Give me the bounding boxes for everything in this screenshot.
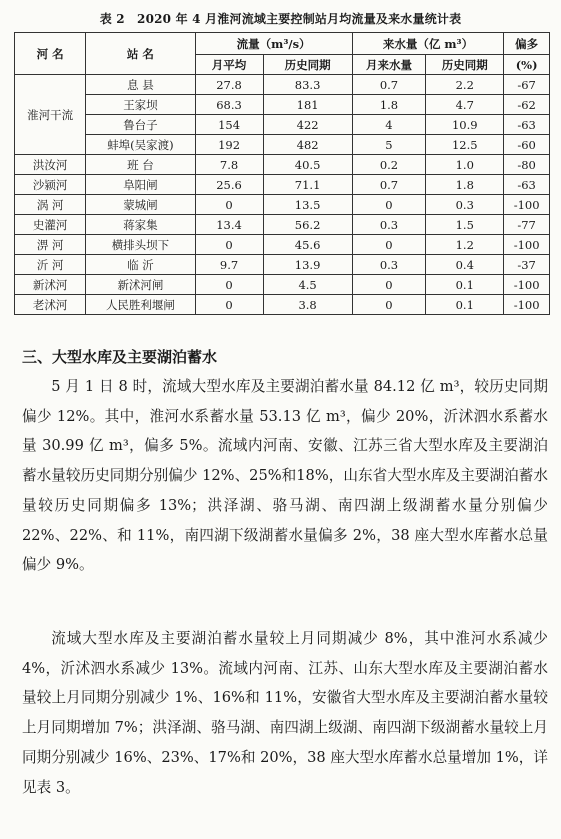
header-historical-flow: 历史同期	[263, 55, 352, 75]
header-inflow-group: 来水量（亿 m³）	[352, 33, 504, 55]
deviation-cell: -100	[504, 295, 550, 315]
flow-hist-cell: 56.2	[263, 215, 352, 235]
river-cell: 老沭河	[15, 295, 86, 315]
header-historical-inflow: 历史同期	[426, 55, 504, 75]
inflow-cell: 0	[352, 235, 426, 255]
station-cell: 阜阳闸	[86, 175, 195, 195]
flow-hist-cell: 3.8	[263, 295, 352, 315]
inflow-hist-cell: 0.4	[426, 255, 504, 275]
table-row	[15, 235, 550, 255]
inflow-hist-cell: 0.3	[426, 195, 504, 215]
station-cell: 蒋家集	[86, 215, 195, 235]
station-cell: 蒙城闸	[86, 195, 195, 215]
table-row	[15, 155, 550, 175]
flow-hist-cell: 422	[263, 115, 352, 135]
flow-hist-cell: 13.9	[263, 255, 352, 275]
flow-statistics-table	[14, 32, 550, 315]
flow-cell: 9.7	[195, 255, 263, 275]
header-monthly-inflow: 月来水量	[352, 55, 426, 75]
inflow-hist-cell: 0.1	[426, 295, 504, 315]
table-row	[15, 295, 550, 315]
inflow-hist-cell: 1.0	[426, 155, 504, 175]
river-cell: 沂 河	[15, 255, 86, 275]
flow-hist-cell: 45.6	[263, 235, 352, 255]
flow-cell: 0	[195, 235, 263, 255]
inflow-hist-cell: 10.9	[426, 115, 504, 135]
inflow-hist-cell: 1.8	[426, 175, 504, 195]
river-cell: 淠 河	[15, 235, 86, 255]
inflow-hist-cell: 12.5	[426, 135, 504, 155]
inflow-cell: 0.3	[352, 215, 426, 235]
inflow-cell: 0	[352, 275, 426, 295]
inflow-hist-cell: 1.5	[426, 215, 504, 235]
paragraph: 5 月 1 日 8 时，流域大型水库及主要湖泊蓄水量 84.12 亿 m³，较历史同期偏少 12%。其中，淮河水系蓄水量 53.13 亿 m³，偏少 20%，沂沭泗水系蓄水量 30.99 亿 m³，偏多 5%。流域内河南、安徽、江苏三省大型水库及主要湖泊蓄水量较历史同期分别偏少 12%、25%和18%，山东省大型水库及主要湖泊蓄水量较历史同期偏多 13%；洪泽湖、骆马湖、南四湖上级湖蓄水量分别偏少 22%、22%、和 11%，南四湖下级湖蓄水量偏多 2%，38 座大型水库蓄水总量偏少 9%。	[22, 378, 548, 574]
flow-hist-cell: 40.5	[263, 155, 352, 175]
section-title: 三、大型水库及主要湖泊蓄水	[22, 348, 218, 366]
inflow-cell: 0.7	[352, 75, 426, 95]
paragraph: 流域大型水库及主要湖泊蓄水量较上月同期减少 8%，其中淮河水系减少 4%，沂沭泗水系减少 13%。流域内河南、江苏、山东大型水库及主要湖泊蓄水量较上月同期分别减少 1%、16%和 11%，安徽省大型水库及主要湖泊蓄水量较上月同期增加 7%；洪泽湖、骆马湖、南四湖上级湖、南四湖下级湖蓄水量较上月同期分别减少 16%、23%、17%和 20%，38 座大型水库蓄水总量增加 1%，详见表 3。	[22, 630, 548, 796]
table-row	[15, 215, 550, 235]
inflow-cell: 0.7	[352, 175, 426, 195]
station-cell: 息 县	[86, 75, 195, 95]
inflow-cell: 0	[352, 195, 426, 215]
inflow-cell: 0	[352, 295, 426, 315]
inflow-hist-cell: 0.1	[426, 275, 504, 295]
station-cell: 蚌埠(吴家渡)	[86, 135, 195, 155]
station-cell: 临 沂	[86, 255, 195, 275]
inflow-hist-cell: 2.2	[426, 75, 504, 95]
header-station: 站 名	[86, 33, 195, 75]
river-cell: 新沭河	[15, 275, 86, 295]
header-deviation-unit: (%)	[504, 55, 550, 75]
flow-cell: 0	[195, 275, 263, 295]
table-row	[15, 175, 550, 195]
header-monthly-avg: 月平均	[195, 55, 263, 75]
flow-cell: 0	[195, 295, 263, 315]
table-row	[15, 255, 550, 275]
table-row	[15, 275, 550, 295]
inflow-hist-cell: 1.2	[426, 235, 504, 255]
flow-hist-cell: 482	[263, 135, 352, 155]
inflow-cell: 0.2	[352, 155, 426, 175]
header-deviation: 偏多	[504, 33, 550, 55]
flow-hist-cell: 83.3	[263, 75, 352, 95]
station-cell: 新沭河闸	[86, 275, 195, 295]
station-cell: 班 台	[86, 155, 195, 175]
river-cell: 洪汝河	[15, 155, 86, 175]
table-row	[15, 195, 550, 215]
table-row	[15, 95, 550, 115]
deviation-cell: -100	[504, 195, 550, 215]
header-flow-group: 流量（m³/s）	[195, 33, 352, 55]
river-cell: 史灌河	[15, 215, 86, 235]
deviation-cell: -67	[504, 75, 550, 95]
deviation-cell: -77	[504, 215, 550, 235]
inflow-cell: 5	[352, 135, 426, 155]
station-cell: 鲁台子	[86, 115, 195, 135]
flow-cell: 68.3	[195, 95, 263, 115]
flow-cell: 192	[195, 135, 263, 155]
deviation-cell: -62	[504, 95, 550, 115]
deviation-cell: -63	[504, 115, 550, 135]
deviation-cell: -63	[504, 175, 550, 195]
flow-cell: 7.8	[195, 155, 263, 175]
flow-cell: 27.8	[195, 75, 263, 95]
flow-hist-cell: 13.5	[263, 195, 352, 215]
inflow-cell: 4	[352, 115, 426, 135]
deviation-cell: -80	[504, 155, 550, 175]
deviation-cell: -100	[504, 275, 550, 295]
flow-hist-cell: 71.1	[263, 175, 352, 195]
table-row	[15, 115, 550, 135]
river-cell: 淮河干流	[15, 75, 86, 155]
inflow-hist-cell: 4.7	[426, 95, 504, 115]
deviation-cell: -37	[504, 255, 550, 275]
deviation-cell: -100	[504, 235, 550, 255]
station-cell: 横排头坝下	[86, 235, 195, 255]
table-row	[15, 135, 550, 155]
river-cell: 涡 河	[15, 195, 86, 215]
inflow-cell: 0.3	[352, 255, 426, 275]
flow-cell: 0	[195, 195, 263, 215]
flow-hist-cell: 4.5	[263, 275, 352, 295]
flow-cell: 13.4	[195, 215, 263, 235]
table-caption: 表 2 2020 年 4 月淮河流域主要控制站月均流量及来水量统计表	[99, 12, 462, 26]
station-cell: 王家坝	[86, 95, 195, 115]
inflow-cell: 1.8	[352, 95, 426, 115]
table-row	[15, 75, 550, 95]
station-cell: 人民胜利堰闸	[86, 295, 195, 315]
flow-cell: 154	[195, 115, 263, 135]
deviation-cell: -60	[504, 135, 550, 155]
header-river: 河 名	[15, 33, 86, 75]
flow-cell: 25.6	[195, 175, 263, 195]
river-cell: 沙颍河	[15, 175, 86, 195]
flow-hist-cell: 181	[263, 95, 352, 115]
table-body	[15, 75, 550, 315]
